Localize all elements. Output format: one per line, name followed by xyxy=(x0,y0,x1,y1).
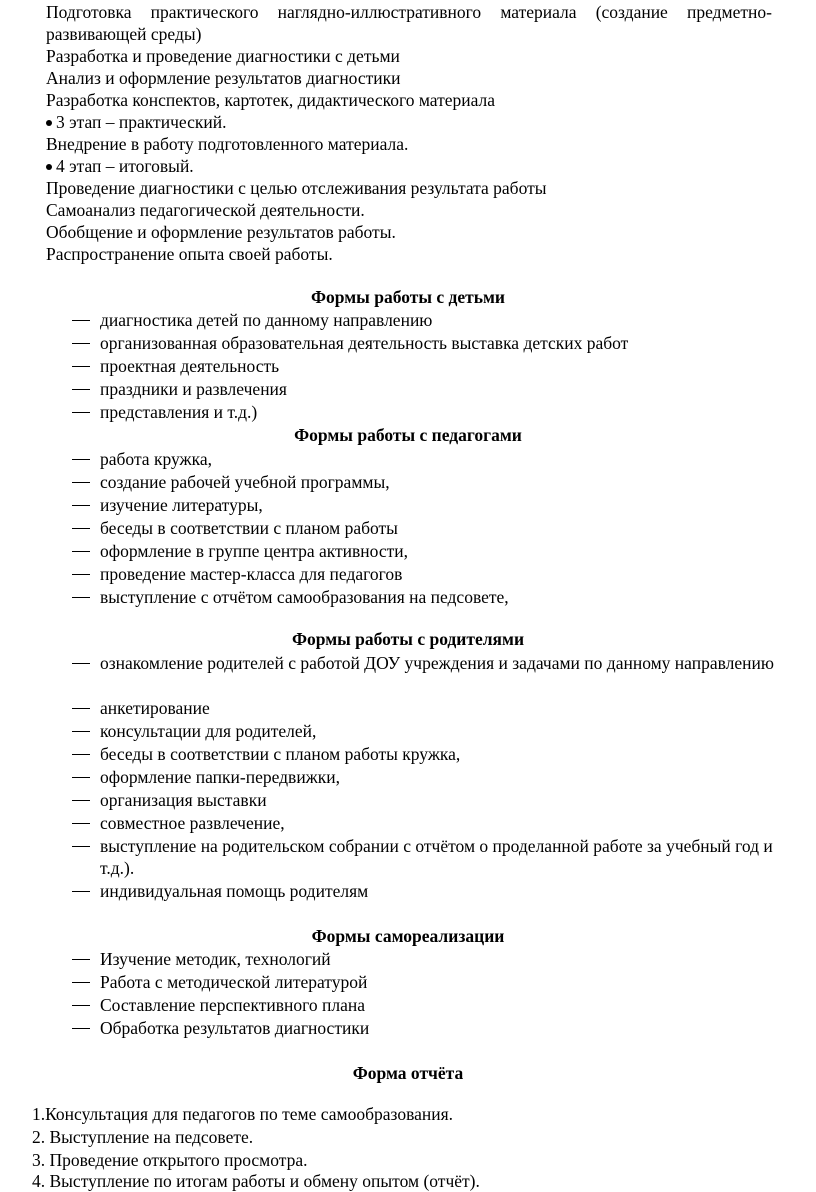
intro-line-4: Разработка конспектов, картотек, дидактического материала xyxy=(46,90,496,110)
stage-3-bullet xyxy=(46,111,226,133)
intro-line-1b: развивающей среды) xyxy=(46,24,202,44)
list-item: консультации для родителей, xyxy=(100,721,317,741)
list-item: выступление с отчётом самообразования на педсовете, xyxy=(100,587,509,607)
list-item: совместное развлечение, xyxy=(100,813,285,833)
list-item: анкетирование xyxy=(100,698,210,718)
report-heading: Форма отчёта xyxy=(352,1063,464,1083)
self-heading: Формы самореализации xyxy=(311,926,505,946)
list-item: работа кружка, xyxy=(100,449,212,469)
list-item: организация выставки xyxy=(100,790,267,810)
list-item: Работа с методической литературой xyxy=(100,972,368,992)
list-item: Изучение методик, технологий xyxy=(100,949,331,969)
parents-heading: Формы работы с родителями xyxy=(291,629,525,649)
list-item: оформление в группе центра активности, xyxy=(100,541,409,561)
list-item: беседы в соответствии с планом работы кружка, xyxy=(100,744,461,764)
intro-line-1a: Подготовка практического наглядно-иллюстративного материала (создание предметно- xyxy=(46,2,772,22)
intro-line-2: Разработка и проведение диагностики с детьми xyxy=(46,46,400,66)
list-item: диагностика детей по данному направлению xyxy=(100,310,433,330)
stage-3-text: 3 этап – практический. xyxy=(56,112,227,132)
intro-line-7: Самоанализ педагогической деятельности. xyxy=(46,200,365,220)
list-item: индивидуальная помощь родителям xyxy=(100,881,369,901)
children-heading: Формы работы с детьми xyxy=(311,287,505,307)
list-item: Обработка результатов диагностики xyxy=(100,1018,370,1038)
report-item-4: 4. Выступление по итогам работы и обмену опытом (отчёт). xyxy=(32,1171,480,1191)
list-item: проведение мастер-класса для педагогов xyxy=(100,564,403,584)
intro-line-6: Проведение диагностики с целью отслеживания результата работы xyxy=(46,178,547,198)
stage-4-text: 4 этап – итоговый. xyxy=(56,156,194,176)
teachers-heading: Формы работы с педагогами xyxy=(294,425,522,445)
report-item-1: 1.Консультация для педагогов по теме самообразования. xyxy=(32,1104,454,1124)
stage-4-bullet xyxy=(46,155,194,177)
intro-line-9: Распространение опыта своей работы. xyxy=(46,244,333,264)
report-item-2: 2. Выступление на педсовете. xyxy=(32,1127,254,1147)
list-item: выступление на родительском собрании с отчётом о проделанной работе за учебный год и т.д.). xyxy=(100,836,773,878)
bullet-dot-icon xyxy=(46,120,52,126)
list-item: оформление папки-передвижки, xyxy=(100,767,341,787)
list-item: представления и т.д.) xyxy=(100,402,258,422)
list-item: ознакомление родителей с работой ДОУ учреждения и задачами по данному направлению xyxy=(100,653,774,673)
report-item-3: 3. Проведение открытого просмотра. xyxy=(32,1150,308,1170)
intro-line-8: Обобщение и оформление результатов работы. xyxy=(46,222,396,242)
list-item: проектная деятельность xyxy=(100,356,280,376)
list-item: беседы в соответствии с планом работы xyxy=(100,518,398,538)
intro-line-3: Анализ и оформление результатов диагностики xyxy=(46,68,401,88)
intro-line-5: Внедрение в работу подготовленного материала. xyxy=(46,134,409,154)
list-item: Составление перспективного плана xyxy=(100,995,365,1015)
list-item: создание рабочей учебной программы, xyxy=(100,472,390,492)
list-item: праздники и развлечения xyxy=(100,379,287,399)
list-item: изучение литературы, xyxy=(100,495,263,515)
bullet-dot-icon xyxy=(46,164,52,170)
list-item: организованная образовательная деятельность выставка детских работ xyxy=(100,333,629,353)
